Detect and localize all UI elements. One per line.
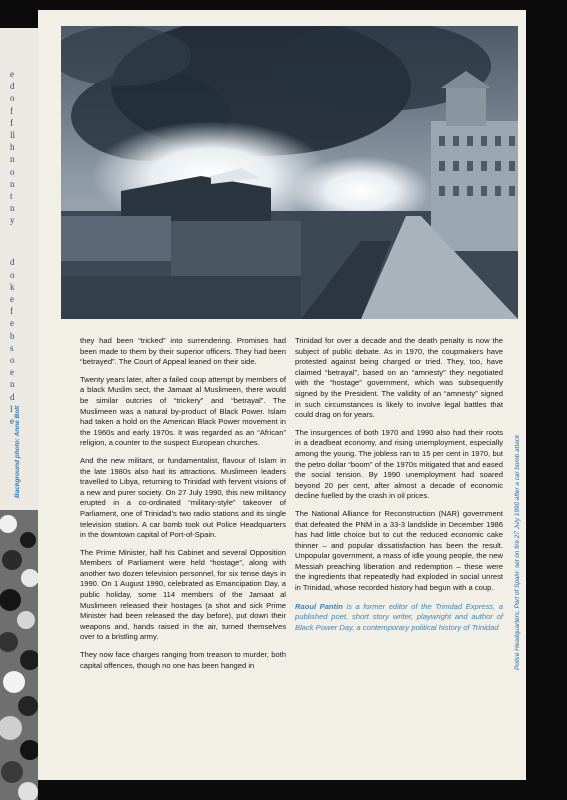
paragraph: And the new militant, or fundamentalist, flavour of Islam in the late 1980s also had its attractions. Muslimeen leaders travelled to Libya, returning to Trinidad with fervent visions of a new and purer society. On 27 July 1990, this new militancy erupted in a co-ordinated “military-style” takeover of Parliament, one of Trinidad’s two radio stations and its single television station. A car bomb took out Police Headquarters in the downtown capital of Port-of-Spain. [80, 455, 286, 540]
fragment: t [10, 190, 13, 201]
fragment: e [10, 294, 14, 304]
paragraph: The Prime Minister, half his Cabinet and several Opposition Members of Parliament were held “hostage”, along with another two dozen television personnel, for six tense days in 1990. On 1 August 1990, celebrated as Emancipation Day, a public holiday, some 114 members of the Jamaat al Muslimeen released their hostages (a shot and sick Prime Minister had been released the day before), put down their weapons and, hands raised in the air, turned themselves over to a bristling army. [80, 547, 286, 642]
fragment: e [10, 318, 14, 329]
fragment: f [10, 105, 13, 116]
paragraph: Twenty years later, after a failed coup attempt by members of a black Muslim sect, the Jamaat al Muslimeen, there would be similar outcries of “trickery” and “betrayal”. The Muslimeen was a natural by-product of Black Power. Islam had taken a hold on the American Black Power movement in the 1960s and early 1970s. It was regarded as an “African” religion, a counter to the suspect European churches. [80, 374, 286, 448]
fragment: o [10, 93, 15, 104]
paragraph: They now face charges ranging from treason to murder, both capital offences, though no one has been hanged in [80, 650, 286, 670]
fragment: o [10, 166, 15, 177]
fragment: f [10, 306, 13, 317]
article-column-2 [295, 336, 503, 640]
burning-building-photo [61, 26, 518, 319]
left-page-edge [0, 28, 38, 800]
photo-credit [2, 328, 20, 498]
fragment: o [10, 269, 15, 280]
article-column-1 [80, 336, 286, 678]
fragment: f [10, 117, 13, 128]
fragment: n [10, 379, 15, 390]
fragment: n [10, 203, 15, 214]
fragment: d [10, 81, 15, 92]
author-bio [295, 602, 503, 634]
fragment: l [10, 403, 13, 414]
author-name: Raoul Pantin [295, 601, 343, 611]
fragment: y [10, 215, 15, 226]
paragraph: The National Alliance for Reconstruction (NAR) government that defeated the PNM in a 33-3 landslide in December 1986 has had little choice but to cut the reduced economic cake thinner – and popular dissatisfaction has been the result. Unpopular government, a mass of idle young people, the new Messiah preaching liberation and redemption – these were the ingredients that repeatedly had exploded in social unrest in Trinidad, whose recorded history had begun with a coup. [295, 508, 503, 593]
fragment: e [10, 415, 14, 426]
fragment: e [10, 367, 14, 378]
fragment: e [10, 69, 14, 79]
crowd-photo [0, 510, 38, 800]
fragment: n [10, 178, 15, 189]
author-bio-text: is a former editor of the Trinidad Express, a published poet, short story writer, playwright and author of Black Power Day, a contemporary political history of Trinidad [295, 601, 503, 632]
photo-caption [514, 330, 528, 670]
fragment: s [10, 342, 14, 353]
fragment: ll [10, 129, 16, 140]
photo-credit-text: Background photo: Anne Bolt [14, 405, 21, 498]
fragment: o [10, 354, 15, 365]
paragraph: The insurgences of both 1970 and 1990 also had their roots in a deadbeat economy, and rising unemployment, especially among the young. The jobless ran to 15 per cent in 1970, but the petro dollar “boom” of the 1970s mitigated that and eased the social tension. By 1990 unemployment had soared beyond 20 per cent, after almost a decade of economic decline fuelled by the crash in oil prices. [295, 427, 503, 501]
fragment: d [10, 391, 15, 402]
fragment: k [10, 281, 15, 292]
fragment: b [10, 330, 15, 341]
fragment: h [10, 142, 15, 153]
fragment: n [10, 154, 15, 165]
paragraph: they had been “tricked” into surrendering. Promises had been made to them by their superior officers. They had been “betrayed”. The Court of Appeal leaned on their side. [80, 336, 286, 367]
fragment: d [10, 257, 15, 268]
paragraph: Trinidad for over a decade and the death penalty is now the subject of public debate. As in 1970, the coupmakers have protested against being charged or tried. They, too, have claimed “betrayal”, based on an “amnesty” they negotiated with the “hostage” government, which was subsequently signed by the President. The validity of an “amnesty” signed in such circumstances is likely to involve legal battles that could drag on for years. [295, 336, 503, 420]
photo-caption-text: Police Headquarters, Port of Spain: set on fire 27 July 1990 after a car bomb attack [514, 434, 521, 670]
article-page [38, 10, 526, 780]
